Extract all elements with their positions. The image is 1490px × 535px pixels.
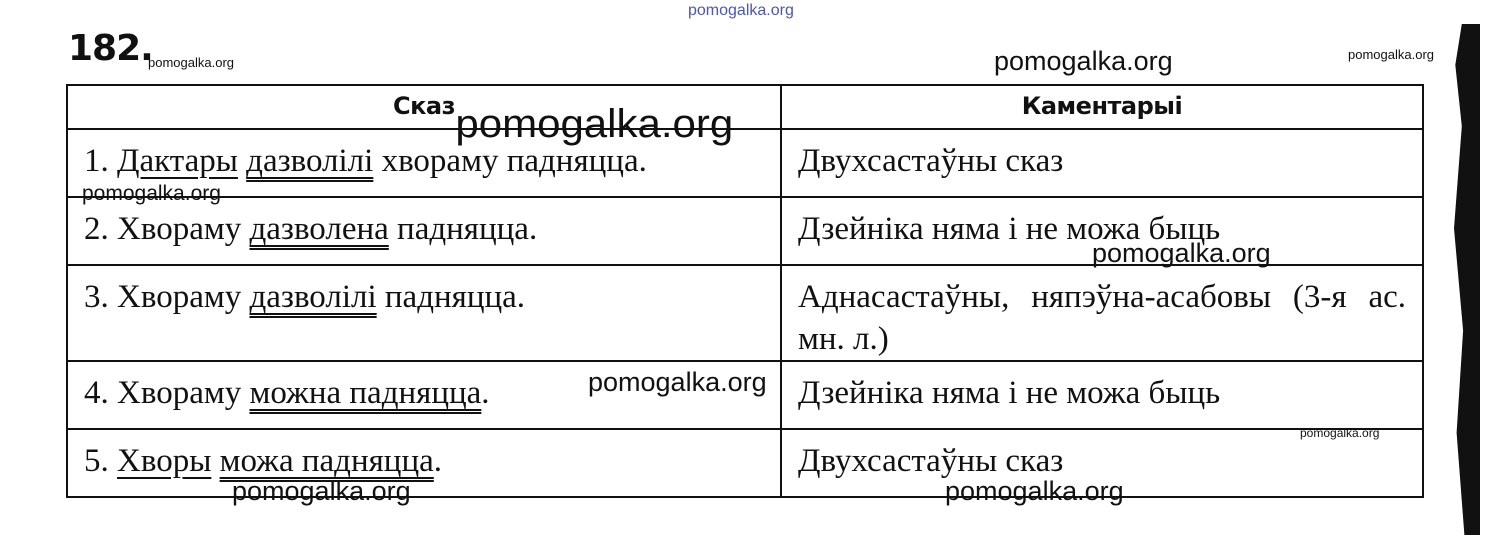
table-header-row [67,85,1423,129]
watermark-after-number: pomogalka.org [148,55,234,70]
watermark-header-big: pomogalka.org [455,102,734,146]
underlined-segment: дазволілі [249,279,377,315]
comment-cell: Дзейніка няма і не можа быць [781,197,1423,265]
sentence-segment: 5. [84,443,117,479]
table-row [67,129,1423,197]
header-sentence: Сказ [67,85,781,129]
watermark-row4: pomogalka.org [588,367,767,397]
watermark-row5-small: pomogalka.org [1300,426,1380,440]
watermark-corner-small: pomogalka.org [1348,47,1434,62]
sentence-segment: . [481,375,490,411]
underlined-segment: можа падняцца [219,443,434,479]
comment-cell: Двухсастаўны сказ [781,129,1423,197]
sentence-segment: 1. [84,143,117,179]
sentence-segment: падняцца. [376,279,526,315]
sentence-cell [67,265,781,361]
watermark-top: pomogalka.org [688,2,794,19]
analysis-table [66,84,1424,498]
watermark-header-right: pomogalka.org [994,46,1173,76]
sentence-segment [211,443,219,479]
comment-cell: Двухсастаўны сказ [781,429,1423,497]
underlined-segment: Хворы [117,443,212,479]
table-row [67,265,1423,361]
comment-cell: Аднасастаўны, няпэўна-асабовы (3-я ас. мн. л.) [781,265,1423,361]
exercise-number: 182. [68,28,153,69]
watermark-bottom-left: pomogalka.org [232,476,411,506]
watermark-row2: pomogalka.org [1092,238,1271,268]
sentence-segment: 2. Хвораму [84,211,250,247]
sentence-cell [67,429,781,497]
header-comments: Каментарыі [781,85,1423,129]
underlined-segment: дазволілі [246,143,374,179]
sentence-segment: хвораму падняцца. [373,143,647,179]
watermark-bottom-right: pomogalka.org [945,476,1124,506]
scan-edge [1454,24,1480,535]
underlined-segment: Дактары [117,143,238,179]
sentence-segment [238,143,246,179]
sentence-segment: 3. Хвораму [84,279,250,315]
underlined-segment: можна падняцца [249,375,482,411]
sentence-segment: . [433,443,443,479]
sentence-cell [67,197,781,265]
watermark-row1: pomogalka.org [82,182,221,205]
underlined-segment: дазволена [249,211,389,247]
comment-cell: Дзейніка няма і не можа быць [781,361,1423,429]
sentence-segment: падняцца. [388,211,538,247]
sentence-segment: 4. Хвораму [84,375,250,411]
